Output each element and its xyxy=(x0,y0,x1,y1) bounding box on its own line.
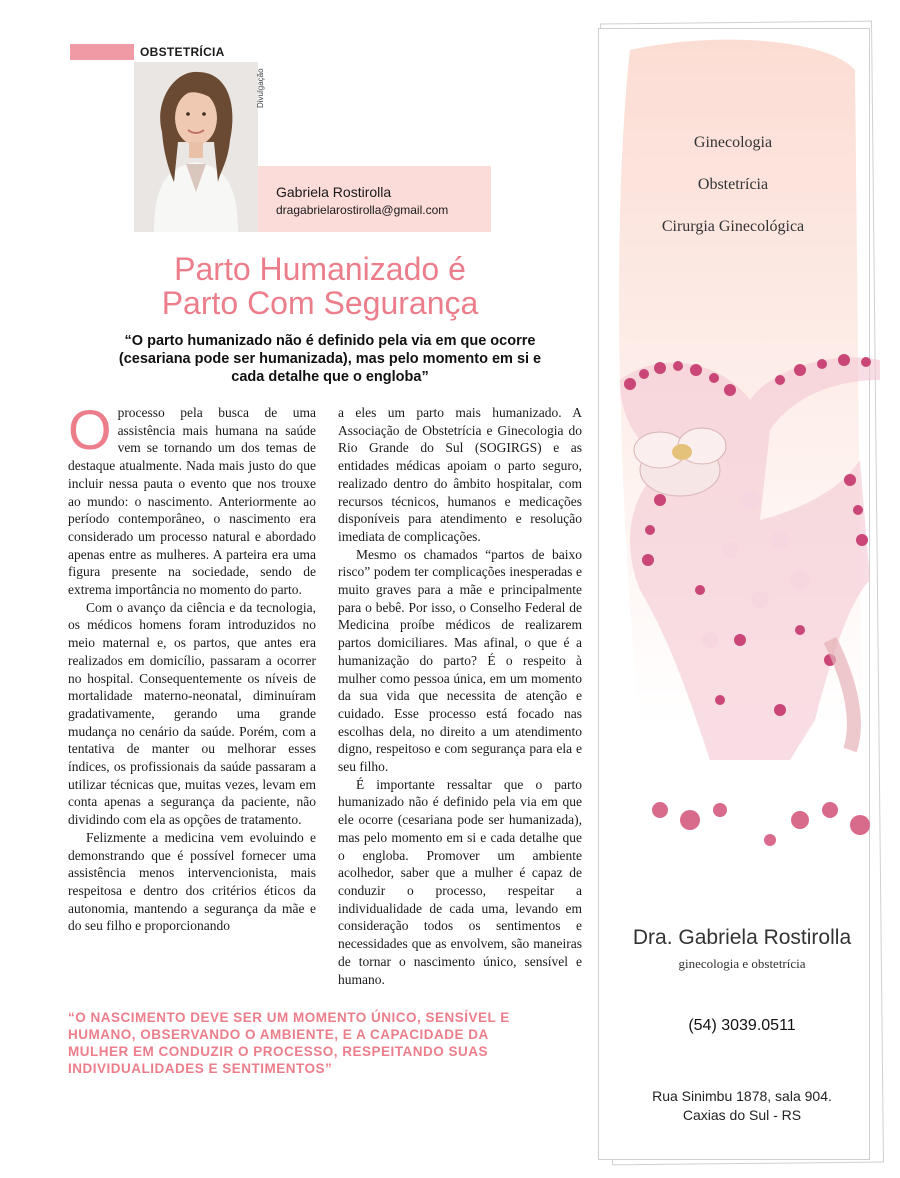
floral-uterus-illustration xyxy=(600,340,884,870)
article-subtitle: “O parto humanizado não é definido pela via em que ocorre (cesariana pode ser humanizada), mas pelo momento em si e cada detalhe que o engloba” xyxy=(118,333,542,385)
paragraph: a eles um parto mais humanizado. A Associação de Obstetrícia e Ginecologia do Rio Grande do Sul (SOGIRGS) e as entidades médicas apoiam o parto seguro, realizado dentro do âmbito hospitalar, com recursos técnicos, humanos e medicações disponíveis para atendimento e resolução imediata de complicações. xyxy=(338,405,582,544)
article-title xyxy=(90,252,550,320)
specialty-3: Cirurgia Ginecológica xyxy=(661,218,805,235)
address-line-1: Rua Sinimbu 1878, sala 904. xyxy=(652,1088,832,1104)
author-name: Gabriela Rostirolla xyxy=(276,184,392,200)
author-photo xyxy=(134,62,258,232)
magnolia-flower-icon xyxy=(634,428,726,496)
article-column-2 xyxy=(338,404,582,988)
paragraph: Mesmo os chamados “partos de baixo risco” podem ter complicações inesperadas e muito graves para a mãe e principalmente para o bebê. Por isso, o Conselho Federal de Medicina proíbe médicos de realizarem partos domiciliares. Mas afinal, o que é a humanização do parto? É o respeito à mulher como pessoa única, em um momento da sua vida que necessita de atenção e cuidado. Esse processo está focado nas escolhas dela, no direito a um atendimento digno, respeitoso e com segurança para ela e seu filho. xyxy=(338,546,582,775)
phone-number[interactable]: (54) 3039.0511 xyxy=(688,1017,796,1034)
paragraph-text: processo pela busca de uma assistência mais humana na saúde vem se tornando um dos temas de destaque atualmente. Nada mais justo do que incluir nessa pauta o evento que nos trouxe ao mundo: o nascimento. Anteriormente ao período contemporâneo, o nascimento era considerado um processo natural e abordado apenas entre as mulheres. A parteira era uma figura presente na sociedade, sendo de extrema importância no momento do parto. xyxy=(68,405,316,598)
specialty-2: Obstetrícia xyxy=(697,176,769,193)
paragraph: Com o avanço da ciência e da tecnologia, os médicos homens foram introduzidos no meio maternal e, os partos, que antes era realizados em domicílio, passaram a ocorrer no hospital. Consequentemente os níveis de mortalidade materno-neonatal, diminuíram gradativamente, gerando uma grande mudança no cenário da saúde. Porém, com a tentativa de manter ou melhorar esses índices, os profissionais da saúde passaram a utilizar técnicas que, muitas vezes, levam em conta apenas a segurança da paciente, não dividindo com ela as opções de tratamento. xyxy=(68,599,316,828)
photo-credit xyxy=(256,62,270,112)
paragraph: É importante ressaltar que o parto humanizado não é definido pela via em que ele ocorre (cesariana pode ser humanizada), mas pelo momento em si e cada detalhe que o engloba. Promover um ambiente acolhedor, saber que a mulher é capaz de conduzir o processo, respeitar a individualidade de cada uma, levando em consideração todos os sentimentos e necessidades que as envolvem, são maneiras de tornar o nascimento único, sensível e humano. xyxy=(338,776,582,987)
paragraph: Felizmente a medicina vem evoluindo e demonstrando que é possível fornecer uma assistência menos intervencionista, mais respeitosa e dentro dos critérios éticos da autonomia, mantendo a segurança da mãe e do seu filho e proporcionando xyxy=(68,829,316,934)
article-column-1 xyxy=(68,398,316,935)
drop-cap: O xyxy=(68,398,112,461)
specialty-1: Ginecologia xyxy=(693,134,773,151)
paragraph xyxy=(68,398,316,599)
title-line-1: Parto Humanizado é xyxy=(174,251,466,287)
photo-credit-text: Divulgação xyxy=(256,68,265,108)
section-label: OBSTETRÍCIA xyxy=(140,45,225,59)
address-line-2: Caxias do Sul - RS xyxy=(682,1107,802,1123)
author-email[interactable]: dragabrielarostirolla@gmail.com xyxy=(276,203,449,217)
doctor-role: ginecologia e obstetrícia xyxy=(678,956,806,971)
section-color-bar xyxy=(70,44,134,60)
pull-quote: “O NASCIMENTO DEVE SER UM MOMENTO ÚNICO, SENSÍVEL E HUMANO, OBSERVANDO O AMBIENTE, E A CAPACIDADE DA MULHER EM CONDUZIR O PROCESSO, RESPEITANDO SUAS INDIVIDUALIDADES E SENTIMENTOS” xyxy=(68,1010,510,1076)
title-line-2: Parto Com Segurança xyxy=(161,285,479,321)
doctor-name: Dra. Gabriela Rostirolla xyxy=(632,926,852,949)
author-portrait-illustration xyxy=(134,62,258,232)
